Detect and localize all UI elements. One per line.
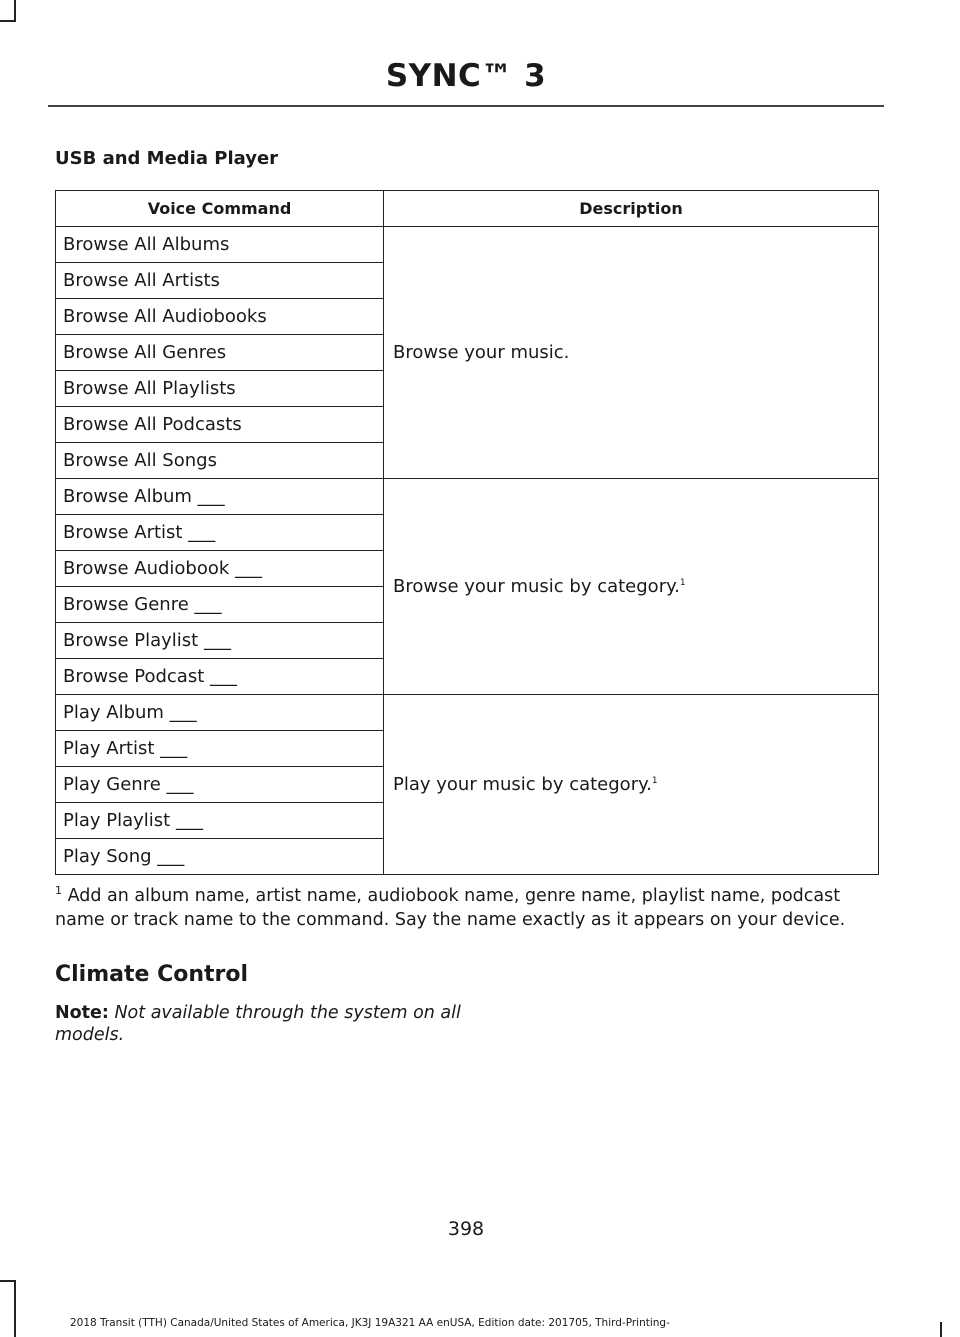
voice-command-cell: Browse All Podcasts <box>56 407 384 443</box>
crop-mark <box>14 1280 16 1337</box>
voice-command-cell: Browse Artist ___ <box>56 515 384 551</box>
description-cell <box>384 227 879 479</box>
footnote-marker: 1 <box>55 884 62 898</box>
crop-mark <box>14 0 16 20</box>
table-row <box>56 695 879 731</box>
voice-command-cell: Browse All Audiobooks <box>56 299 384 335</box>
climate-control-heading: Climate Control <box>55 962 249 987</box>
header-divider <box>48 105 884 107</box>
footnote <box>55 884 883 932</box>
edition-line: 2018 Transit (TTH) Canada/United States of America, JK3J 19A321 AA enUSA, Edition date: 201705, Third-Printing- <box>70 1317 670 1329</box>
voice-command-cell: Browse Audiobook ___ <box>56 551 384 587</box>
footnote-reference: 1 <box>679 578 686 588</box>
voice-command-table <box>55 190 879 875</box>
crop-mark <box>0 20 16 22</box>
table-header-row <box>56 191 879 227</box>
voice-command-cell: Browse All Songs <box>56 443 384 479</box>
voice-command-cell: Browse All Albums <box>56 227 384 263</box>
voice-command-cell: Play Playlist ___ <box>56 803 384 839</box>
note-label: Note: <box>55 1003 109 1023</box>
description-text: Play your music by category. <box>393 774 652 795</box>
voice-command-cell: Browse Genre ___ <box>56 587 384 623</box>
crop-mark <box>0 1280 16 1282</box>
voice-command-cell: Play Genre ___ <box>56 767 384 803</box>
column-header-voice-command: Voice Command <box>56 191 384 227</box>
voice-command-cell: Play Artist ___ <box>56 731 384 767</box>
footnote-reference: 1 <box>651 776 658 786</box>
footnote-text: Add an album name, artist name, audiobook name, genre name, playlist name, podcast name or track name to the command. Say the name exactly as it appears on your device. <box>55 886 846 930</box>
voice-command-cell: Play Song ___ <box>56 839 384 875</box>
voice-command-cell: Browse All Artists <box>56 263 384 299</box>
description-text: Browse your music. <box>393 342 570 363</box>
column-header-description: Description <box>384 191 879 227</box>
voice-command-cell: Play Album ___ <box>56 695 384 731</box>
table-row <box>56 479 879 515</box>
table-row <box>56 227 879 263</box>
voice-command-cell: Browse Playlist ___ <box>56 623 384 659</box>
voice-command-cell: Browse All Playlists <box>56 371 384 407</box>
page-number: 398 <box>447 1218 485 1240</box>
crop-mark <box>940 1322 942 1337</box>
description-cell <box>384 695 879 875</box>
description-text: Browse your music by category. <box>393 576 680 597</box>
voice-command-cell: Browse Podcast ___ <box>56 659 384 695</box>
voice-command-cell: Browse Album ___ <box>56 479 384 515</box>
voice-command-cell: Browse All Genres <box>56 335 384 371</box>
section-heading: USB and Media Player <box>55 148 279 169</box>
note <box>55 1002 475 1046</box>
page-header-title: SYNC™ 3 <box>385 58 547 94</box>
note-text: Not available through the system on all models. <box>55 1003 461 1045</box>
description-cell <box>384 479 879 695</box>
